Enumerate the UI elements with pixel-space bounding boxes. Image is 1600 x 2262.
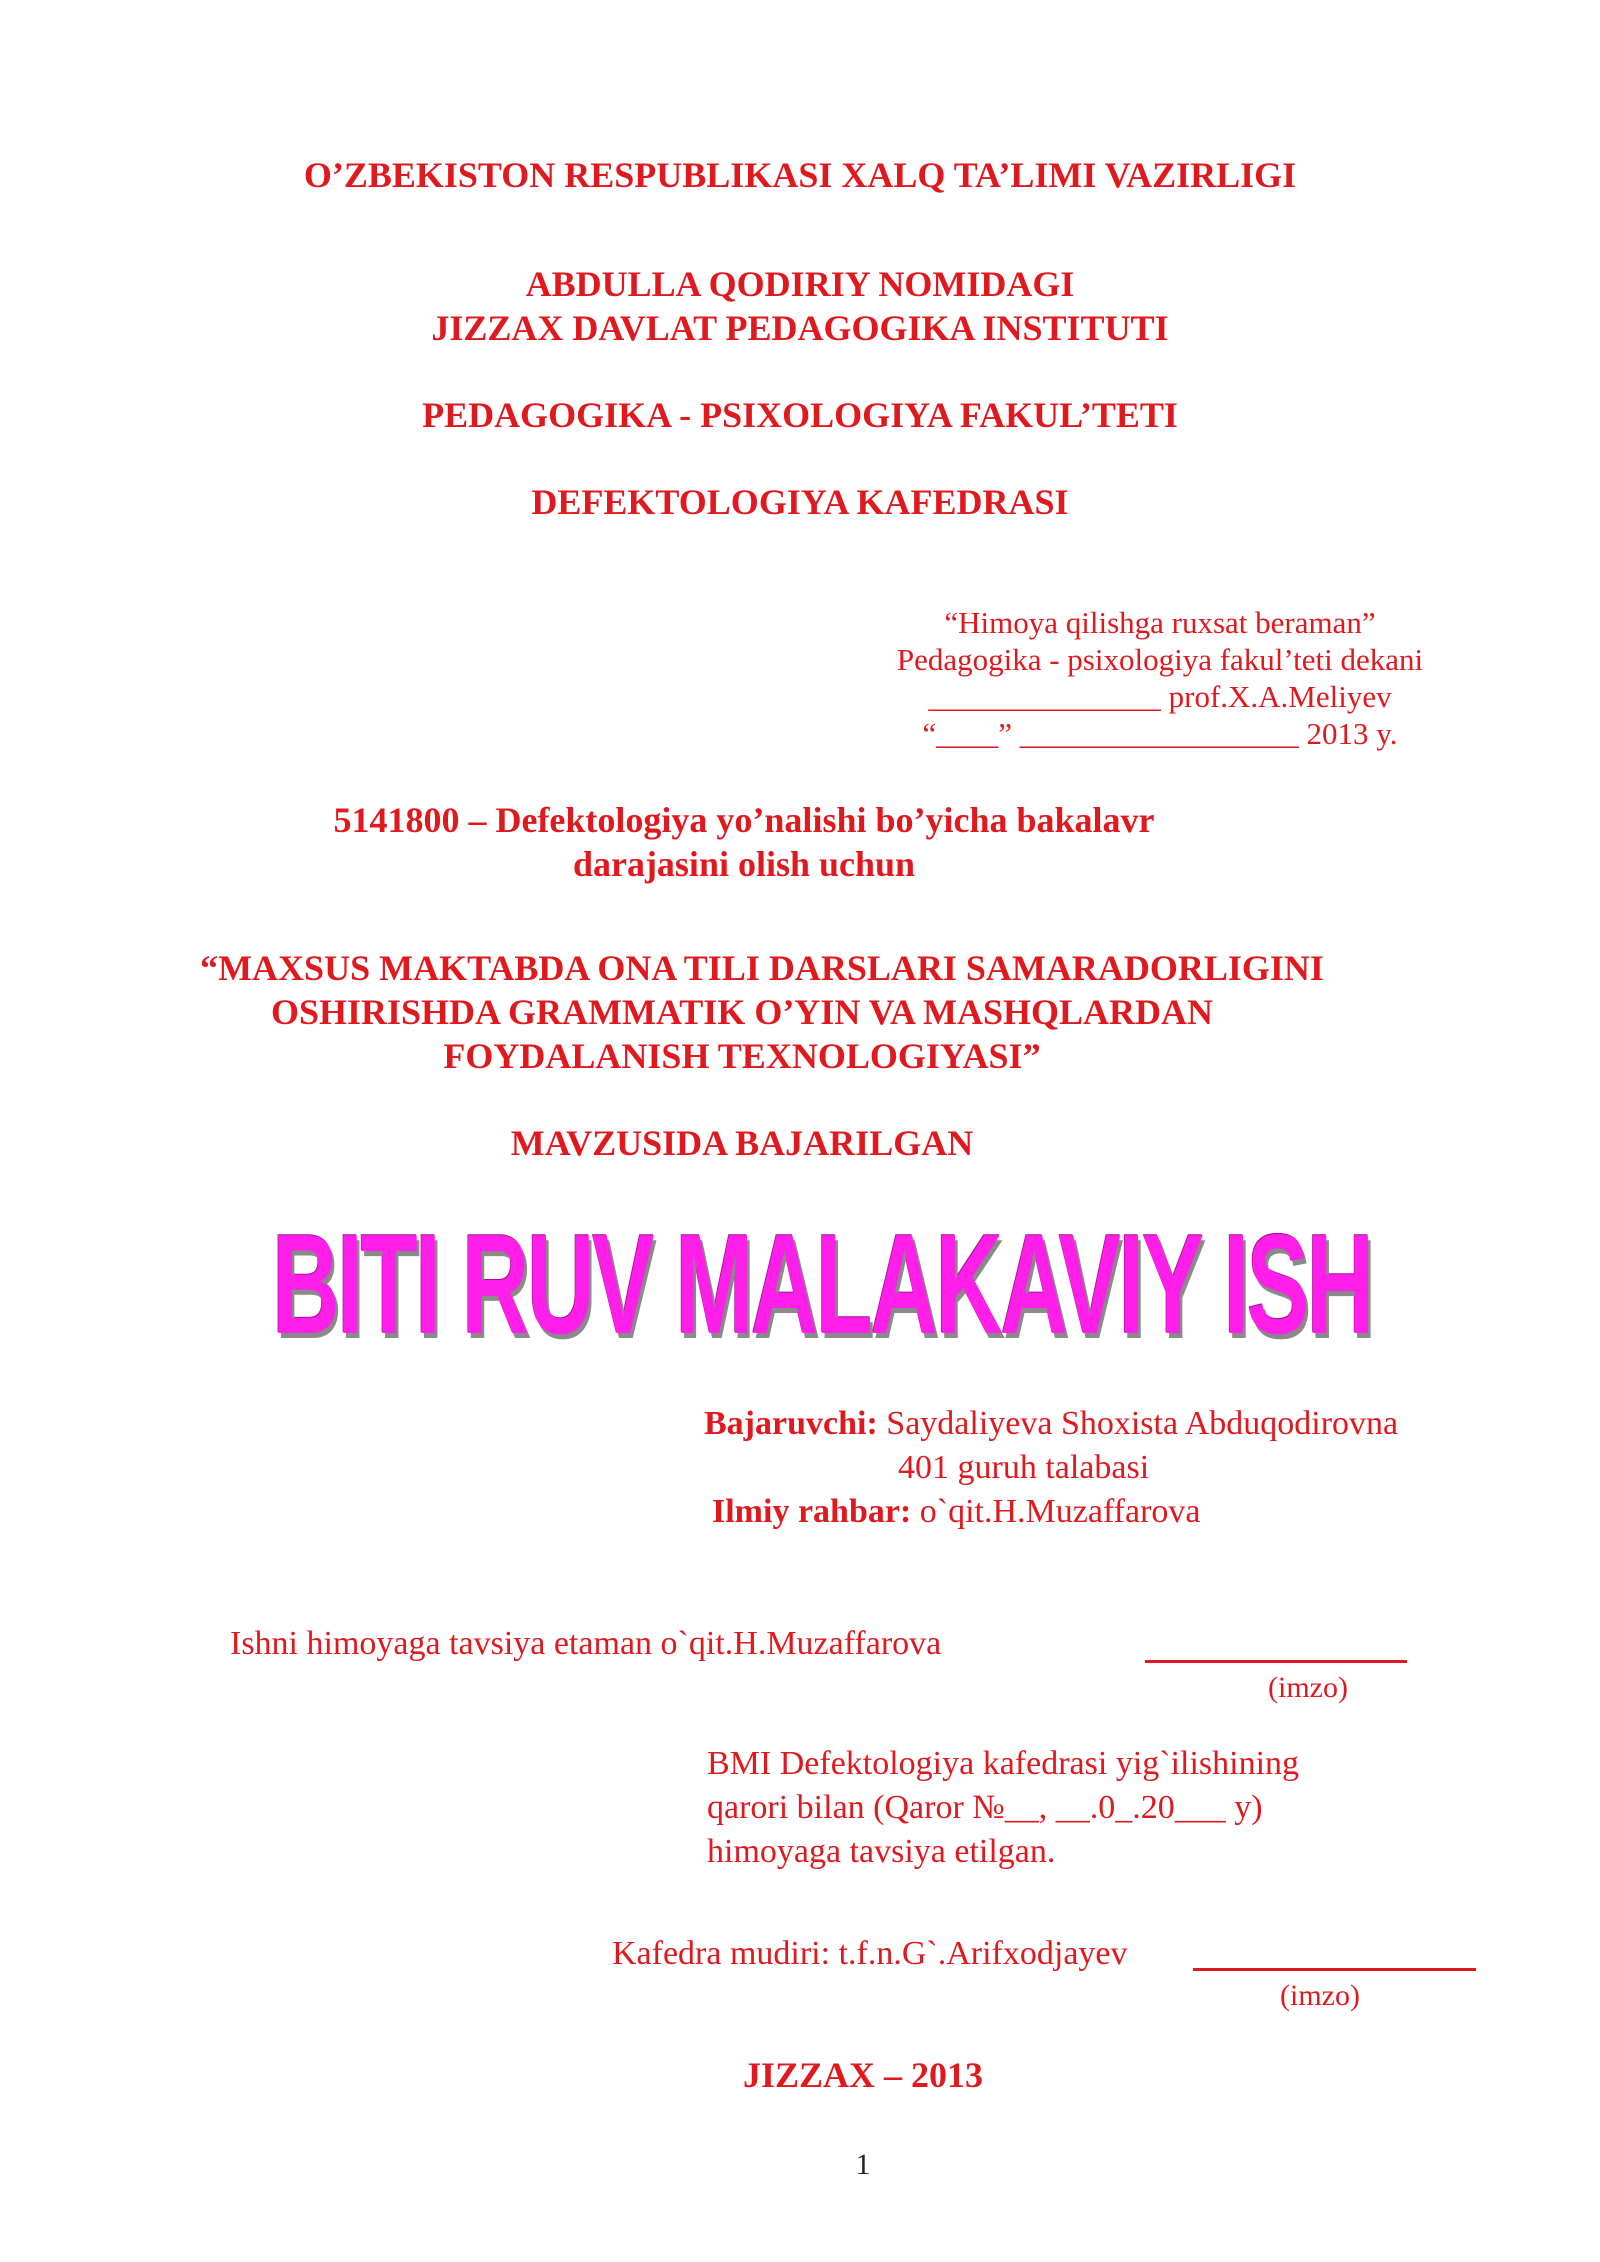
department-name: DEFEKTOLOGIYA KAFEDRASI: [531, 482, 1069, 522]
topic-line3: FOYDALANISH TEXNOLOGIYASI”: [443, 1036, 1041, 1076]
place-year: JIZZAX – 2013: [742, 2055, 984, 2095]
supervisor-line: [712, 1490, 1412, 1534]
faculty-name: PEDAGOGIKA - PSIXOLOGIYA FAKUL’TETI: [422, 395, 1178, 435]
performer-line: [704, 1402, 1564, 1446]
topic-line4: MAVZUSIDA BAJARILGAN: [510, 1123, 974, 1163]
recommendation-text: Ishni himoyaga tavsiya etaman o`qit.H.Muzaffarova: [230, 1625, 942, 1662]
work-type-title: BITI RUV MALAKAVIY ISH: [272, 1205, 1372, 1364]
group-line: 401 guruh talabasi: [898, 1449, 1150, 1486]
decision-line1: BMI Defektologiya kafedrasi yig`ilishining: [707, 1745, 1300, 1782]
performer-name: Saydaliyeva Shoxista Abduqodirovna: [886, 1405, 1399, 1442]
topic-line2: OSHIRISHDA GRAMMATIK O’YIN VA MASHQLARDAN: [270, 992, 1214, 1032]
institute-name-line2: JIZZAX DAVLAT PEDAGOGIKA INSTITUTI: [431, 308, 1169, 348]
head-of-department-text: Kafedra mudiri: t.f.n.G`.Arifxodjayev: [612, 1935, 1128, 1972]
degree-line2: darajasini olish uchun: [572, 844, 916, 884]
institute-name-line1: ABDULLA QODIRIY NOMIDAGI: [525, 264, 1075, 304]
approval-line3: _______________ prof.X.A.Meliyev: [928, 679, 1392, 714]
performer-label: Bajaruvchi:: [704, 1405, 878, 1442]
degree-line1: 5141800 – Defektologiya yo’nalishi bo’yicha bakalavr: [333, 800, 1155, 840]
department-decision: [707, 1742, 1437, 1874]
head-signature-line: [1193, 1936, 1476, 1971]
decision-line3: himoyaga tavsiya etilgan.: [707, 1833, 1056, 1870]
approval-line1: “Himoya qilishga ruxsat beraman”: [944, 605, 1376, 640]
supervisor-name: o`qit.H.Muzaffarova: [919, 1493, 1201, 1530]
supervisor-label: Ilmiy rahbar:: [712, 1493, 912, 1530]
approval-block: [880, 604, 1440, 752]
ministry-title: O’ZBEKISTON RESPUBLIKASI XALQ TA’LIMI VAZIRLIGI: [303, 155, 1297, 195]
page-number: 1: [855, 2148, 871, 2181]
topic-line1: “MAXSUS MAKTABDA ONA TILI DARSLARI SAMARADORLIGINI: [200, 948, 1324, 988]
recommendation-signature-note: (imzo): [1268, 1671, 1348, 1704]
decision-line2: qarori bilan (Qaror №__, __.0_.20___ y): [707, 1789, 1263, 1826]
approval-line2: Pedagogika - psixologiya fakul’teti dekani: [896, 642, 1424, 677]
recommendation-signature-line: [1145, 1628, 1407, 1663]
approval-line4: “____” __________________ 2013 y.: [922, 716, 1398, 751]
head-signature-note: (imzo): [1280, 1979, 1360, 2012]
